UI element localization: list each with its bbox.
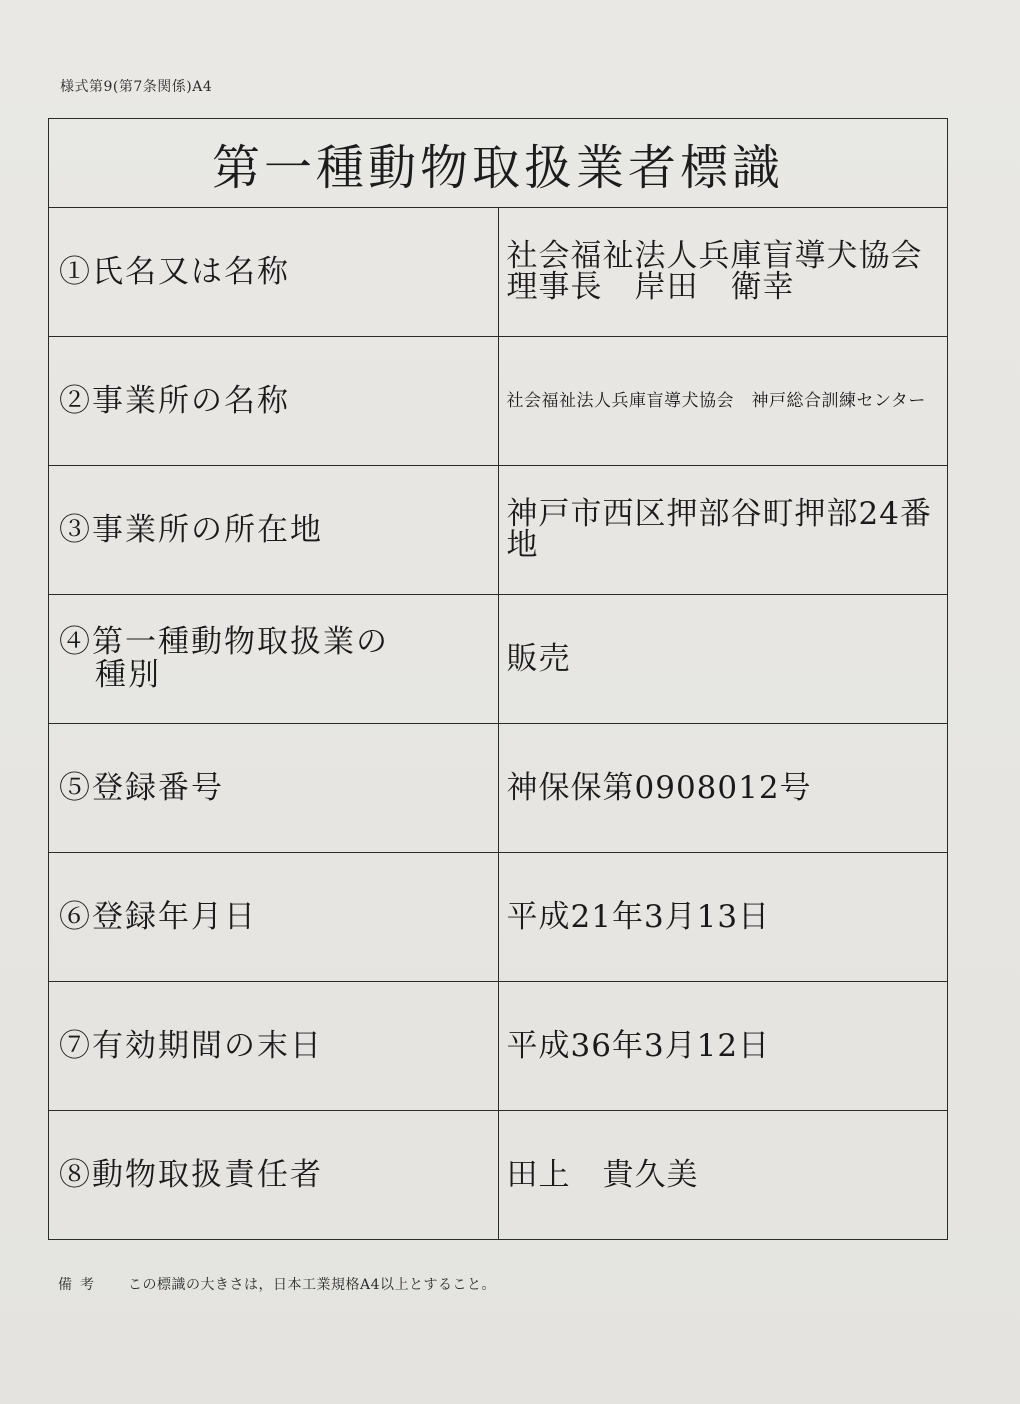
table-row — [49, 337, 948, 466]
table-row — [49, 853, 948, 982]
remark-note — [58, 1274, 496, 1294]
table-row — [49, 1111, 948, 1240]
row-label-office-name: ②事業所の名称 — [49, 337, 499, 466]
row-value-manager: 田上 貴久美 — [498, 1111, 948, 1240]
value-line: 理事長 岸田 衛幸 — [506, 269, 795, 305]
sign-table — [48, 118, 948, 1240]
row-label-registration-number: ⑤登録番号 — [49, 724, 499, 853]
table-row — [49, 466, 948, 595]
label-line: 種別 — [95, 657, 161, 693]
row-value-expiry-date: 平成36年3月12日 — [498, 982, 948, 1111]
row-label-name: ①氏名又は名称 — [49, 208, 499, 337]
row-value-office-address: 神戸市西区押部谷町押部24番地 — [498, 466, 948, 595]
label-line: ④第一種動物取扱業の — [59, 624, 389, 661]
row-value-registration-number: 神保保第0908012号 — [498, 724, 948, 853]
table-row — [49, 208, 948, 337]
row-value-office-name: 社会福祉法人兵庫盲導犬協会 神戸総合訓練センター — [498, 337, 948, 466]
sign-title: 第一種動物取扱業者標識 — [49, 119, 948, 208]
row-label-manager: ⑧動物取扱責任者 — [49, 1111, 499, 1240]
table-row — [49, 724, 948, 853]
row-value-registration-date: 平成21年3月13日 — [498, 853, 948, 982]
row-label-registration-date: ⑥登録年月日 — [49, 853, 499, 982]
row-label-expiry-date: ⑦有効期間の末日 — [49, 982, 499, 1111]
table-row — [49, 595, 948, 724]
remark-head: 備考 — [58, 1277, 102, 1293]
table-row — [49, 982, 948, 1111]
row-label-business-type — [49, 595, 499, 724]
row-value-name — [498, 208, 948, 337]
value-line: 社会福祉法人兵庫盲導犬協会 — [506, 238, 923, 274]
form-reference: 様式第9(第7条関係)A4 — [60, 79, 213, 95]
remark-text: この標識の大きさは，日本工業規格A4以上とすること。 — [128, 1277, 497, 1293]
row-label-office-address: ③事業所の所在地 — [49, 466, 499, 595]
row-value-business-type: 販売 — [498, 595, 948, 724]
